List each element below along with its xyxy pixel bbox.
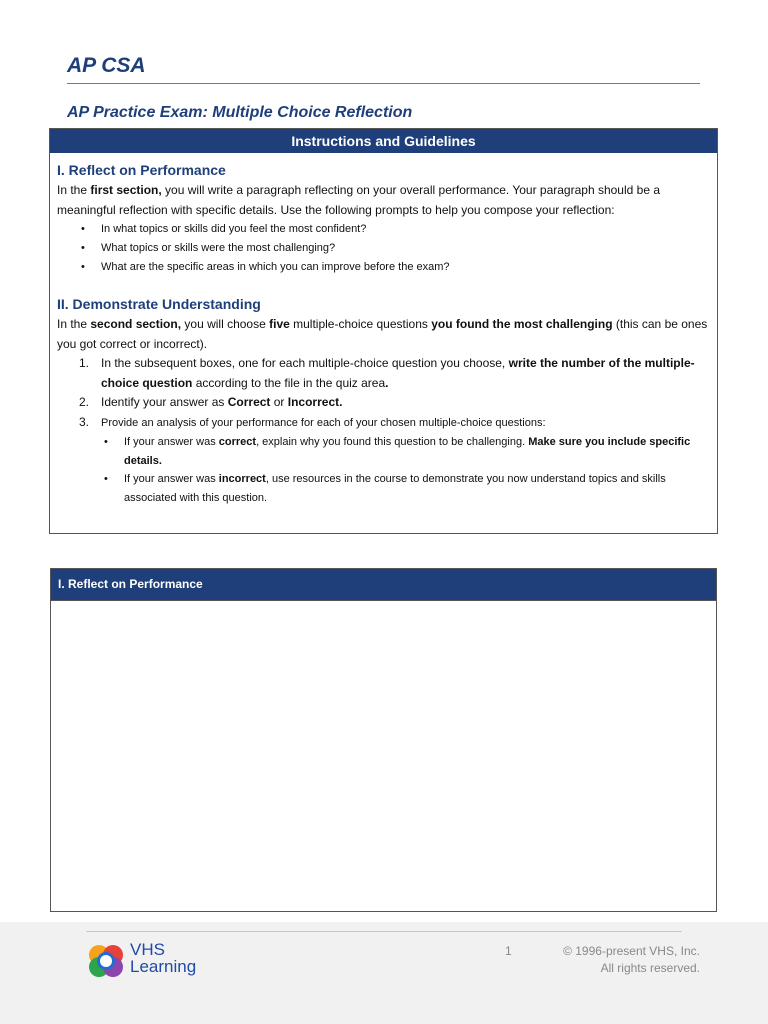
step-item: 3. Provide an analysis of your performance for each of your chosen multiple-choice questions: • If your answer was correct, explain why you found this question to be challenging. Make sure you include specific details. • If your answer was incorrect, use resources in the course to demonstrate you now understand topics and skills associated with this question. bbox=[101, 413, 710, 508]
instructions-box bbox=[49, 128, 718, 534]
title-divider bbox=[67, 83, 700, 84]
step-item: 1. In the subsequent boxes, one for each multiple-choice question you choose, write the number of the multiple-choice question according to the file in the quiz area. bbox=[79, 356, 695, 390]
list-item: • In what topics or skills did you feel the most confident? bbox=[101, 220, 710, 239]
page-number: 1 bbox=[505, 944, 512, 958]
document-title: AP Practice Exam: Multiple Choice Reflection bbox=[67, 104, 413, 121]
list-item: • If your answer was incorrect, use resources in the course to demonstrate you now understand topics and skills associated with this question. bbox=[124, 470, 710, 507]
reflection-input-area[interactable] bbox=[51, 601, 716, 912]
reflection-box bbox=[50, 568, 717, 912]
page-footer bbox=[0, 922, 768, 1024]
step-number: 3. bbox=[79, 414, 90, 429]
step-number: 1. bbox=[79, 356, 90, 370]
list-item: • What topics or skills were the most challenging? bbox=[101, 239, 710, 258]
vhs-logo-icon bbox=[87, 943, 125, 979]
section2-heading: II. Demonstrate Understanding bbox=[57, 296, 261, 312]
step-number: 2. bbox=[79, 395, 90, 409]
list-item: • If your answer was correct, explain why you found this question to be challenging. Make sure you include specific details. bbox=[124, 433, 710, 470]
course-title: AP CSA bbox=[67, 54, 146, 77]
copyright: © 1996-present VHS, Inc. All rights reserved. bbox=[563, 944, 700, 975]
step-item: 2. Identify your answer as Correct or Incorrect. bbox=[101, 393, 710, 413]
instructions-body bbox=[50, 153, 717, 507]
section2-steps bbox=[57, 354, 710, 507]
list-item: • What are the specific areas in which you can improve before the exam? bbox=[101, 258, 710, 277]
section2-paragraph: In the second section, you will choose five multiple-choice questions you found the most challenging (this can be ones you got correct or incorrect). bbox=[57, 317, 708, 351]
logo-text: VHS Learning bbox=[130, 940, 197, 976]
instructions-header: Instructions and Guidelines bbox=[50, 129, 717, 153]
section1-heading: I. Reflect on Performance bbox=[57, 162, 226, 178]
reflection-header: I. Reflect on Performance bbox=[51, 569, 716, 601]
footer-divider bbox=[86, 931, 682, 932]
analysis-bullets bbox=[101, 433, 710, 507]
section1-paragraph: In the first section, you will write a paragraph reflecting on your overall performance. Your paragraph should be a meaningful reflection with specific details. Use the following prompts to help you compose your reflection: bbox=[57, 183, 661, 217]
section1-prompts bbox=[57, 220, 710, 277]
